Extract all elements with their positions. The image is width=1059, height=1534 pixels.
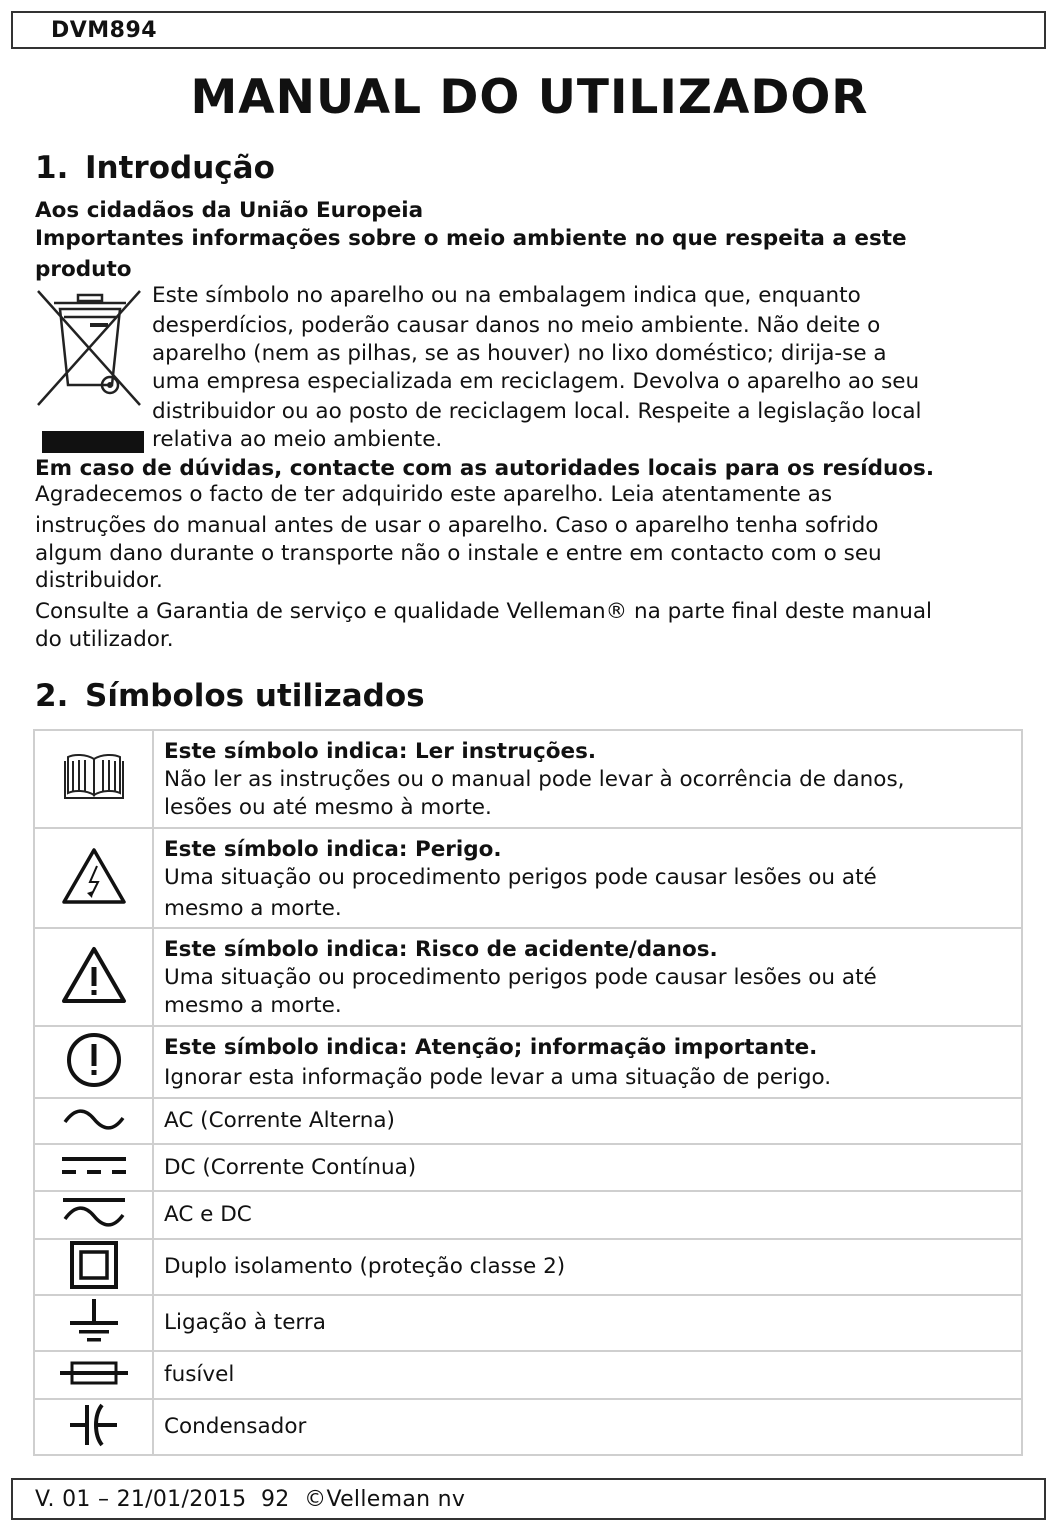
section-2-heading bbox=[35, 678, 425, 714]
icon-cell bbox=[34, 828, 153, 928]
dc-icon bbox=[60, 1151, 128, 1181]
icon-cell bbox=[34, 1026, 153, 1098]
symbol-desc: Uma situação ou procedimento perigos pode causar lesões ou até bbox=[164, 865, 877, 890]
text-cell bbox=[153, 1026, 1022, 1098]
text-cell bbox=[153, 1239, 1022, 1295]
icon-cell bbox=[34, 1098, 153, 1144]
icon-cell bbox=[34, 1239, 153, 1295]
table-row bbox=[34, 928, 1022, 1026]
table-row bbox=[34, 1144, 1022, 1191]
symbol-title: Este símbolo indica: Ler instruções. bbox=[164, 739, 597, 764]
symbol-desc: Uma situação ou procedimento perigos pode causar lesões ou até bbox=[164, 965, 877, 990]
section-2-number: 2. bbox=[35, 678, 69, 714]
section-1-heading bbox=[35, 150, 275, 186]
environment-subheading-2: produto bbox=[35, 257, 132, 282]
weee-bin-icon bbox=[34, 287, 146, 457]
table-row bbox=[34, 1295, 1022, 1351]
text-cell bbox=[153, 1098, 1022, 1144]
weee-line: desperdícios, poderão causar danos no meio ambiente. Não deite o bbox=[152, 313, 881, 338]
symbol-text: AC e DC bbox=[164, 1202, 252, 1227]
symbol-text: fusível bbox=[164, 1362, 235, 1387]
table-row bbox=[34, 1399, 1022, 1455]
icon-cell bbox=[34, 928, 153, 1026]
table-row bbox=[34, 730, 1022, 828]
icon-cell bbox=[34, 1144, 153, 1191]
thanks-line: instruções do manual antes de usar o aparelho. Caso o aparelho tenha sofrido bbox=[35, 513, 879, 538]
symbol-text: DC (Corrente Contínua) bbox=[164, 1154, 417, 1180]
symbol-desc: Não ler as instruções ou o manual pode levar à ocorrência de danos, bbox=[164, 767, 905, 792]
symbol-text: Duplo isolamento (proteção classe 2) bbox=[164, 1254, 566, 1279]
symbol-text: Ligação à terra bbox=[164, 1310, 326, 1335]
thanks-line: algum dano durante o transporte não o instale e entre em contacto com o seu bbox=[35, 541, 882, 566]
symbol-title: Este símbolo indica: Atenção; informação importante. bbox=[164, 1035, 818, 1060]
symbol-desc: lesões ou até mesmo à morte. bbox=[164, 795, 492, 820]
text-cell bbox=[153, 1295, 1022, 1351]
table-row bbox=[34, 1239, 1022, 1295]
icon-cell bbox=[34, 1191, 153, 1239]
page-title: MANUAL DO UTILIZADOR bbox=[190, 70, 869, 125]
symbol-text: AC (Corrente Alterna) bbox=[164, 1108, 395, 1133]
double-insulation-icon bbox=[69, 1240, 119, 1290]
footer-box bbox=[11, 1478, 1046, 1520]
text-cell bbox=[153, 1399, 1022, 1455]
text-cell bbox=[153, 1191, 1022, 1239]
text-cell bbox=[153, 928, 1022, 1026]
icon-cell bbox=[34, 730, 153, 828]
ac-icon bbox=[61, 1104, 127, 1134]
table-row bbox=[34, 1351, 1022, 1399]
icon-cell bbox=[34, 1351, 153, 1399]
header-box bbox=[11, 11, 1046, 49]
icon-cell bbox=[34, 1399, 153, 1455]
electric-hazard-icon bbox=[61, 846, 127, 906]
symbols-table bbox=[33, 729, 1023, 1456]
symbol-text: Condensador bbox=[164, 1414, 307, 1439]
capacitor-icon bbox=[68, 1403, 120, 1447]
doubts-notice: Em caso de dúvidas, contacte com as autoridades locais para os resíduos. bbox=[35, 456, 935, 481]
symbol-title: Este símbolo indica: Risco de acidente/danos. bbox=[164, 937, 718, 962]
symbol-desc: mesmo a morte. bbox=[164, 993, 342, 1018]
section-2-title: Símbolos utilizados bbox=[85, 678, 425, 714]
text-cell bbox=[153, 730, 1022, 828]
weee-line: relativa ao meio ambiente. bbox=[152, 427, 443, 452]
text-cell bbox=[153, 828, 1022, 928]
thanks-line: Agradecemos o facto de ter adquirido este aparelho. Leia atentamente as bbox=[35, 482, 833, 507]
model-number: DVM894 bbox=[51, 18, 158, 43]
book-icon bbox=[62, 751, 126, 803]
symbol-title: Este símbolo indica: Perigo. bbox=[164, 837, 502, 862]
thanks-line: distribuidor. bbox=[35, 568, 163, 593]
fuse-icon bbox=[58, 1358, 130, 1388]
table-row bbox=[34, 828, 1022, 928]
text-cell bbox=[153, 1144, 1022, 1191]
symbol-desc: Ignorar esta informação pode levar a uma situação de perigo. bbox=[164, 1065, 832, 1090]
weee-line: aparelho (nem as pilhas, se as houver) no lixo doméstico; dirija-se a bbox=[152, 341, 887, 366]
footer-text: V. 01 – 21/01/2015 92 ©Velleman nv bbox=[35, 1487, 466, 1512]
section-1-title: Introdução bbox=[85, 150, 275, 186]
environment-subheading-1: Importantes informações sobre o meio ambiente no que respeita a este bbox=[35, 226, 907, 251]
table-row bbox=[34, 1098, 1022, 1144]
weee-line: Este símbolo no aparelho ou na embalagem indica que, enquanto bbox=[152, 283, 861, 308]
warranty-line: Consulte a Garantia de serviço e qualidade Velleman® na parte final deste manual bbox=[35, 599, 933, 624]
ac-dc-icon bbox=[61, 1195, 127, 1231]
weee-line: distribuidor ou ao posto de reciclagem local. Respeite a legislação local bbox=[152, 399, 922, 424]
eu-citizens-subheading: Aos cidadãos da União Europeia bbox=[35, 198, 424, 223]
icon-cell bbox=[34, 1295, 153, 1351]
section-1-number: 1. bbox=[35, 150, 69, 186]
warranty-line: do utilizador. bbox=[35, 627, 174, 652]
table-row bbox=[34, 1026, 1022, 1098]
text-cell bbox=[153, 1351, 1022, 1399]
attention-icon bbox=[65, 1031, 123, 1089]
weee-line: uma empresa especializada em reciclagem. Devolva o aparelho ao seu bbox=[152, 369, 920, 394]
warning-icon bbox=[61, 945, 127, 1005]
symbol-desc: mesmo a morte. bbox=[164, 896, 342, 921]
ground-icon bbox=[66, 1297, 122, 1345]
table-row bbox=[34, 1191, 1022, 1239]
